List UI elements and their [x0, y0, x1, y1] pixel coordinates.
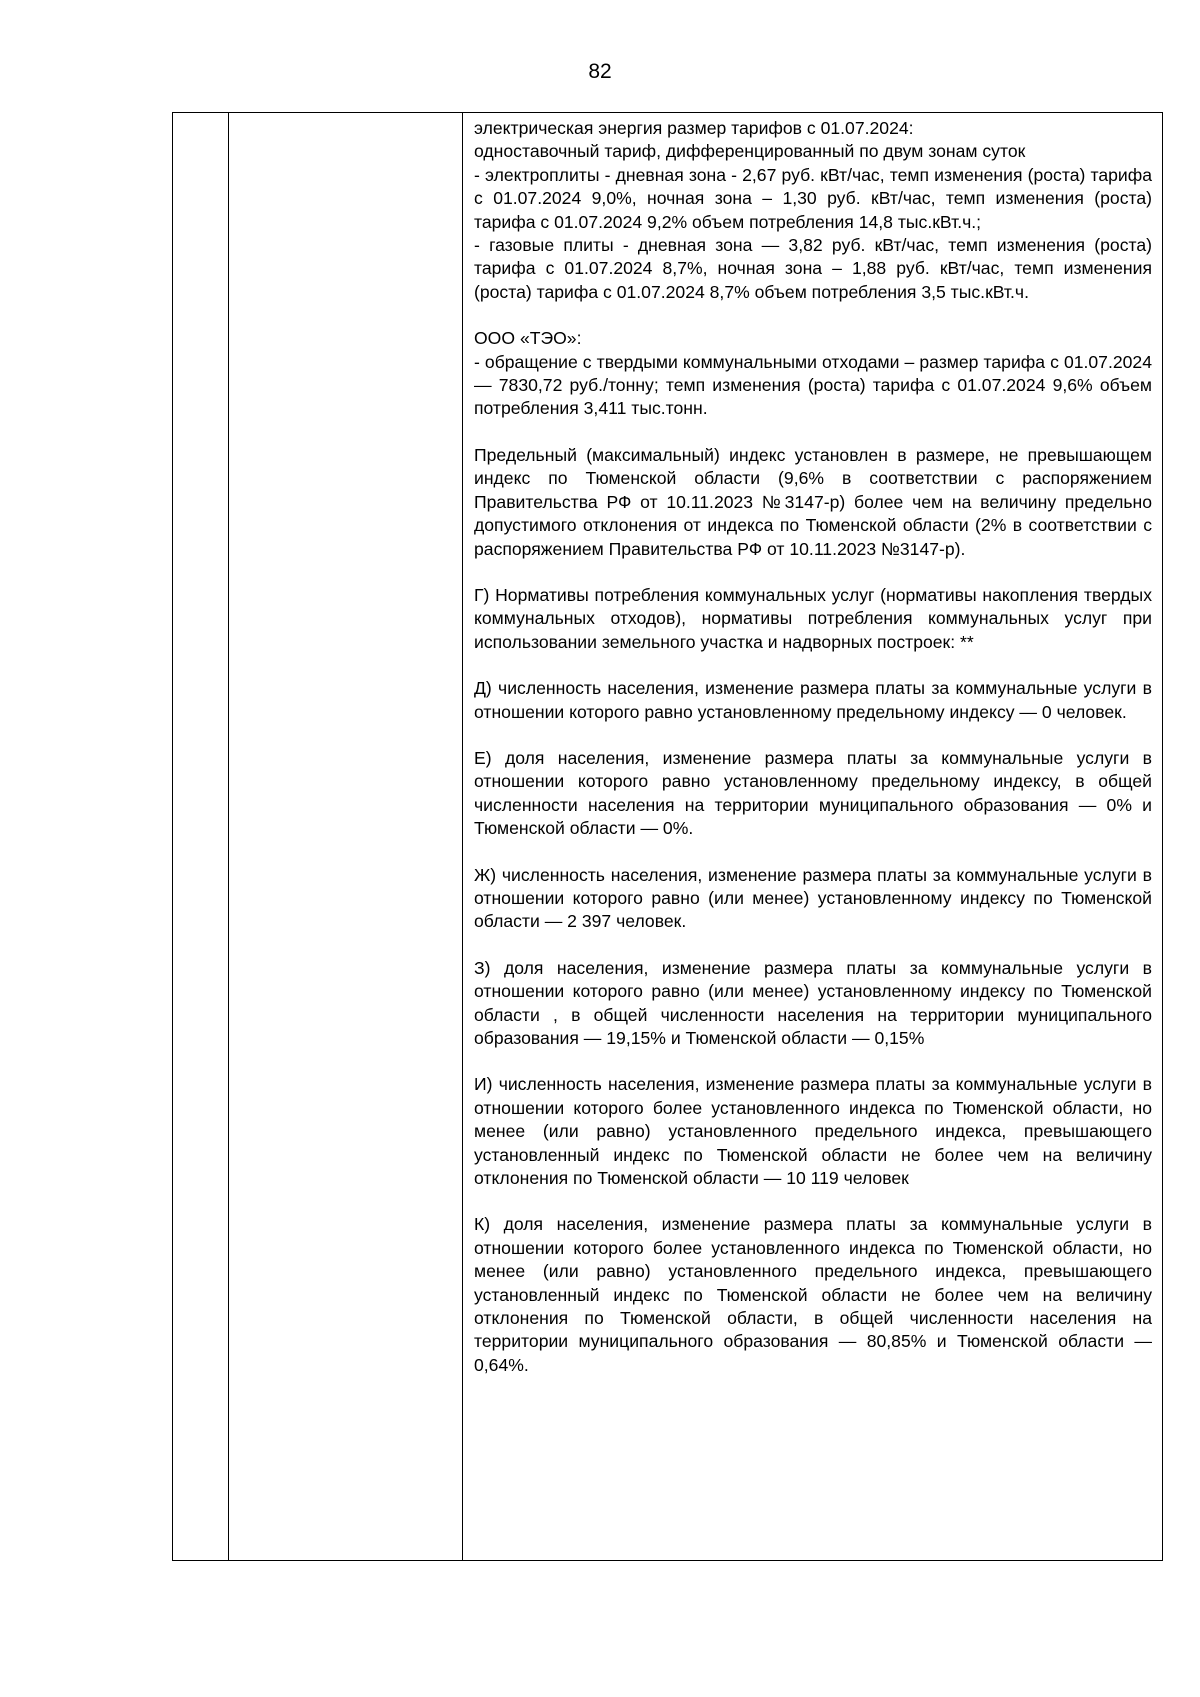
table-cell-title: [229, 113, 463, 1561]
paragraph-teo-org: ООО «ТЭО»:: [474, 328, 582, 349]
table-cell-content: [463, 113, 1163, 1561]
paragraph-electric-stoves: - электроплиты - дневная зона - 2,67 руб. кВт/час, темп изменения (роста) тарифа с 01.07.2024 9,0%, ночная зона – 1,30 руб. кВт/час, темп изменения (роста) тарифа с 01.07.2024 9,2% объем потребления 14,8 тыс.кВт.ч.;: [474, 164, 1152, 232]
paragraph-gas-stoves: - газовые плиты - дневная зона — 3,82 руб. кВт/час, темп изменения (роста) тарифа с 01.07.2024 8,7%, ночная зона – 1,88 руб. кВт/час, темп изменения (роста) тарифа с 01.07.2024 8,7% объем потребления 3,5 тыс.кВт.ч.: [474, 235, 1152, 302]
paragraph-g-norms: Г) Нормативы потребления коммунальных услуг (нормативы накопления твердых коммунальных отходов), нормативы потребления коммунальных услуг при использовании земельного участка и надворных построек: **: [474, 584, 1152, 652]
paragraph-k-share: К) доля населения, изменение размера платы за коммунальные услуги в отношении которого более установленного индекса по Тюменской области, но менее (или равно) установленного предельного индекса, превышающего установленный индекс по Тюменской области не более чем на величину отклонения по Тюменской области, в общей численности населения на территории муниципального образования — 80,85% и Тюменской области — 0,64%.: [474, 1214, 1152, 1375]
table-cell-number: [173, 113, 229, 1561]
paragraph-max-index: Предельный (максимальный) индекс установлен в размере, не превышающем индекс по Тюменской области (9,6% в соответствии с распоряжением Правительства РФ от 10.11.2023 №3147-р) более чем на величину предельно допустимого отклонения от индекса по Тюменской области (2% в соответствии с распоряжением Правительства РФ от 10.11.2023 №3147-р).: [474, 444, 1152, 559]
paragraph-waste-tariff: - обращение с твердыми коммунальными отходами – размер тарифа с 01.07.2024 — 7830,72 руб./тонну; темп изменения (роста) тарифа с 01.07.2024 9,6% объем потребления 3,411 тыс.тонн.: [474, 351, 1152, 419]
paragraph-d-population: Д) численность населения, изменение размера платы за коммунальные услуги в отношении которого равно установленному предельному индексу — 0 человек.: [474, 678, 1152, 722]
paragraph-z-share: З) доля населения, изменение размера платы за коммунальные услуги в отношении которого равно (или менее) установленному индексу по Тюменской области , в общей численности населения на территории муниципального образования — 19,15% и Тюменской области — 0,15%: [474, 957, 1152, 1048]
paragraph-e-share: Е) доля населения, изменение размера платы за коммунальные услуги в отношении которого равно установленному предельному индексу, в общей численности населения на территории муниципального образования — 0% и Тюменской области — 0%.: [474, 747, 1152, 839]
content-text: [463, 113, 1162, 1377]
table-row: [173, 113, 1163, 1561]
paragraph-zh-population: Ж) численность населения, изменение размера платы за коммунальные услуги в отношении которого равно (или менее) установленному индексу по Тюменской области — 2 397 человек.: [474, 864, 1152, 932]
page-number: 82: [588, 60, 612, 83]
paragraph-two-zone-tariff: одноставочный тариф, дифференцированный по двум зонам суток: [474, 141, 1026, 162]
paragraph-electricity-intro: электрическая энергия размер тарифов с 01.07.2024:: [474, 118, 914, 138]
paragraph-i-population: И) численность населения, изменение размера платы за коммунальные услуги в отношении которого более установленного индекса по Тюменской области, но менее (или равно) установленного предельного индекса, превышающего установленный индекс по Тюменской области не более чем на величину отклонения по Тюменской области — 10 119 человек: [474, 1074, 1152, 1189]
document-table: [172, 112, 1163, 1561]
